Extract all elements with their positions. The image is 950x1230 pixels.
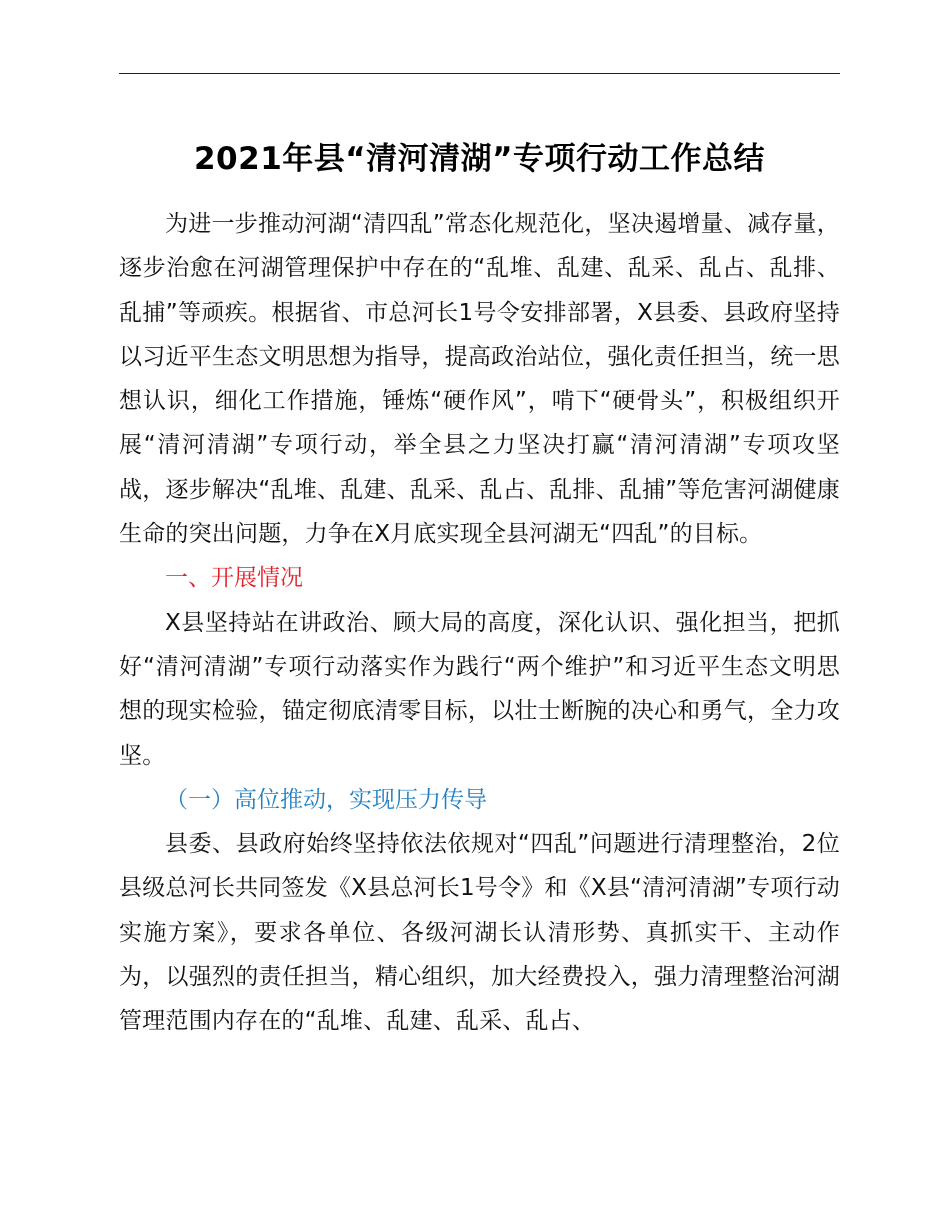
subsection-paragraph: 县委、县政府始终坚持依法依规对“四乱”问题进行清理整治，2位县级总河长共同签发《X县总河长1号令》和《X县“清河清湖”专项行动实施方案》，要求各单位、各级河湖长认清形势、真抓实干、主动作为，以强烈的责任担当，精心组织，加大经费投入，强力清理整治河湖管理范围内存在的“乱堆、乱建、乱采、乱占、 bbox=[119, 831, 840, 1035]
section-heading: 一、开展情况 bbox=[165, 565, 303, 592]
subsection-heading: （一）高位推动，实现压力传导 bbox=[165, 786, 487, 813]
intro-paragraph: 为进一步推动河湖“清四乱”常态化规范化，坚决遏增量、减存量，逐步治愈在河湖管理保护中存在的“乱堆、乱建、乱采、乱占、乱排、乱捕”等顽疾。根据省、市总河长1号令安排部署，X县委、县政府坚持以习近平生态文明思想为指导，提高政治站位，强化责任担当，统一思想认识，细化工作措施，锤炼“硬作风”，啃下“硬骨头”，积极组织开展“清河清湖”专项行动，举全县之力坚决打赢“清河清湖”专项攻坚战，逐步解决“乱堆、乱建、乱采、乱占、乱排、乱捕”等危害河湖健康生命的突出问题，力争在X月底实现全县河湖无“四乱”的目标。 bbox=[119, 211, 840, 548]
section-paragraph: X县坚持站在讲政治、顾大局的高度，深化认识、强化担当，把抓好“清河清湖”专项行动落实作为践行“两个维护”和习近平生态文明思想的现实检验，锚定彻底清零目标，以壮士断腕的决心和勇气，全力攻坚。 bbox=[119, 609, 840, 769]
document-title: 2021年县“清河清湖”专项行动工作总结 bbox=[193, 141, 766, 177]
header-rule bbox=[119, 73, 840, 74]
document-body bbox=[119, 202, 840, 1044]
